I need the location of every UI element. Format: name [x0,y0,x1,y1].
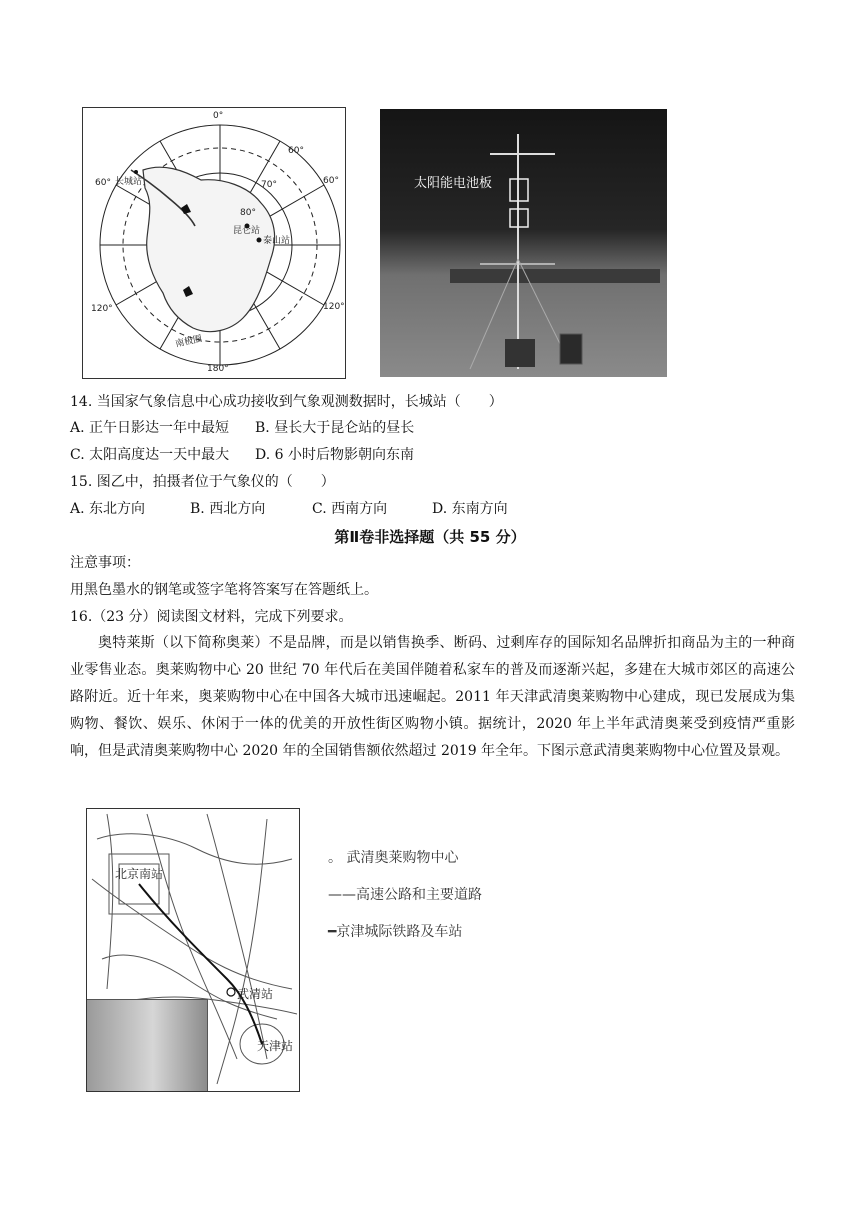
wuqing-station-dot [227,988,235,996]
q15-option-a: A. 东北方向 [70,501,146,517]
label-lon120-w: 120° [91,304,113,314]
q15-stem: 15. 图乙中，拍摄者位于气象仪的（ ） [70,474,335,490]
weather-station-photo [380,109,667,377]
q16-paragraph: 奥特莱斯（以下简称奥莱）不是品牌，而是以销售换季、断码、过剩库存的国际知名品牌折扣商品为主的一种商业零售业态。奥莱购物中心 20 世纪 70 年代后在美国伴随着私家车的普及而逐渐兴起，多建在大城市郊区的高速公路附近。近十年来，奥莱购物中心在中国各大城市迅速崛起。2011 年天津武清奥莱购物中心建成，现已发展成为集购物、餐饮、娱乐、休闲于一体的优美的开放性街区购物小镇。据统计，2020 年上半年武清奥莱受到疫情严重影响，但是武清奥莱购物中心 2020 年的全国销售额依然超过 2019 年全年。下图示意武清奥莱购物中心位置及景观。 [70,635,795,759]
label-wuqing-station: 武清站 [237,987,274,1001]
label-changcheng: 长城站 [115,177,143,187]
section2-title: 第Ⅱ卷非选择题（共 55 分） [334,528,526,546]
label-lon60-ne: 60° [288,146,304,156]
label-lat70: 70° [261,180,277,190]
q14-stem: 14. 当国家气象信息中心成功接收到气象观测数据时，长城站（ ） [70,394,503,410]
q14-option-a: A. 正午日影达一年中最短 [70,420,230,436]
q15-option-d: D. 东南方向 [432,501,508,517]
wuqing-map-figure [86,808,300,1092]
notice-title: 注意事项： [70,555,140,571]
polar-map-figure [82,107,346,379]
label-lon120-e: 120° [323,302,345,312]
label-beijing-south: 北京南站 [115,867,164,881]
label-lat80: 80° [240,208,256,218]
legend-rail: ━京津城际铁路及车站 [328,924,463,940]
label-lon60-nw: 60° [95,178,111,188]
label-polar-circle: 南极圈 [174,334,204,350]
legend-road: ——高速公路和主要道路 [328,887,482,903]
label-lon60-e: 60° [323,176,339,186]
label-kunlun: 昆仑站 [233,226,261,236]
label-tianjin-station: 天津站 [257,1039,294,1053]
polar-map-graphic [83,108,345,378]
label-taishan: 泰山站 [263,236,291,246]
q15-option-c: C. 西南方向 [312,501,388,517]
label-lon0: 0° [213,111,224,121]
taishan-dot [257,238,262,243]
q14-option-b: B. 昼长大于昆仑站的昼长 [255,420,415,436]
q15-option-b: B. 西北方向 [190,501,266,517]
outlet-photo [87,999,208,1092]
q14-option-d: D. 6 小时后物影朝向东南 [255,447,414,463]
q16-stem: 16.（23 分）阅读图文材料，完成下列要求。 [70,609,353,625]
label-lon180: 180° [207,364,229,374]
notice-text: 用黑色墨水的钢笔或签字笔将答案写在答题纸上。 [70,582,378,598]
weather-station-graphic [380,109,667,377]
solar-panel-caption: 太阳能电池板 [414,176,493,191]
q14-option-c: C. 太阳高度达一天中最大 [70,447,230,463]
legend-outlet: 。 武清奥莱购物中心 [328,850,459,866]
